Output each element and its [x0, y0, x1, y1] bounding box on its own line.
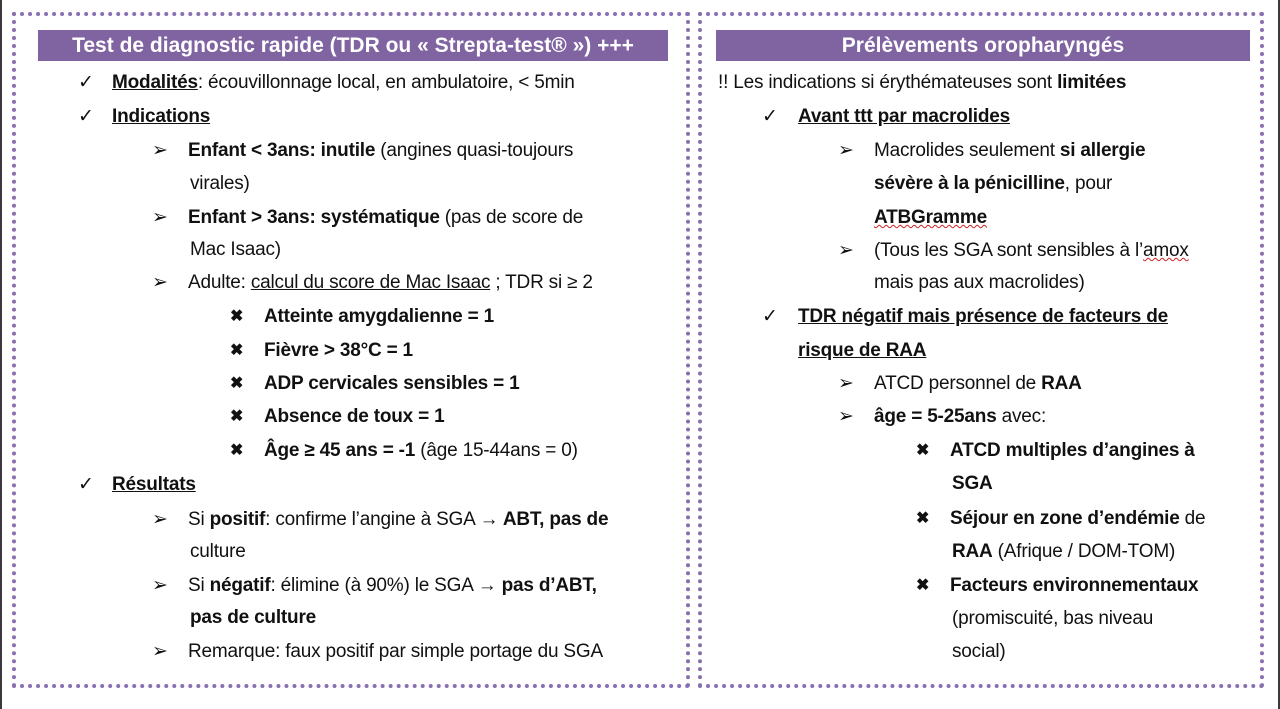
score-item	[264, 334, 413, 367]
macrolides-bold: si allergie	[1059, 140, 1146, 161]
cross-icon: ✖	[230, 442, 244, 459]
arrow-icon: ➢	[152, 641, 168, 662]
check-icon: ✓	[78, 72, 94, 93]
oropharyngeal-panel	[698, 12, 1264, 688]
atcd-text: ATCD personnel de	[874, 373, 1042, 394]
check-icon: ✓	[78, 474, 94, 495]
modalites-text: : écouvillonnage local, en ambulatoire, < 5min	[197, 72, 575, 93]
arrow-icon: ➢	[152, 272, 168, 293]
enfant-plus-line	[188, 201, 583, 234]
rapid-test-header: Test de diagnostic rapide (TDR ou « Strepta-test® ») +++	[38, 30, 668, 61]
positif-pre: Si	[188, 509, 210, 530]
score-item	[264, 400, 444, 433]
cross-icon: ✖	[916, 510, 930, 527]
age-text: avec:	[996, 406, 1047, 427]
risk-item: Facteurs environnementaux	[950, 575, 1199, 596]
remarque-line: Remarque: faux positif par simple portage du SGA	[188, 641, 603, 662]
indications-label: Indications	[112, 106, 211, 127]
macrolides-cont	[874, 167, 1112, 200]
negatif-line	[188, 569, 597, 602]
enfant-moins-bold: Enfant < 3ans: inutile	[188, 140, 376, 161]
macrolides-text: Macrolides seulement	[874, 140, 1060, 161]
score-item	[264, 367, 519, 400]
atbgramme-text: ATBGramme	[874, 207, 987, 228]
tous-sga-text: (Tous les SGA sont sensibles à l’	[874, 240, 1144, 261]
enfant-moins-text: (angines quasi-toujours	[375, 140, 574, 161]
arrow-icon: ➢	[838, 240, 854, 261]
arrow-icon: ➢	[838, 406, 854, 427]
rapid-test-panel	[12, 12, 690, 688]
negatif-cont: pas de culture	[190, 607, 317, 628]
macrolides-text2: , pour	[1064, 173, 1113, 194]
allergie-text: sévère à la pénicilline	[874, 173, 1065, 194]
modalites-line	[112, 66, 575, 99]
arrow-icon: ➢	[152, 575, 168, 596]
arrow-icon: ➢	[152, 140, 168, 161]
intro-text: !! Les indications si érythémateuses sont	[718, 72, 1058, 93]
negatif-bold: négatif	[209, 575, 271, 596]
positif-bold: positif	[209, 509, 266, 530]
cross-icon: ✖	[916, 442, 930, 459]
risk-item: ATCD multiples d’angines à	[950, 440, 1195, 461]
cross-icon: ✖	[230, 408, 244, 425]
check-icon: ✓	[78, 106, 94, 127]
risk-item	[950, 502, 1205, 535]
age-line	[874, 400, 1046, 433]
cross-icon: ✖	[916, 577, 930, 594]
positif-line	[188, 503, 608, 536]
atcd-line	[874, 367, 1082, 400]
score-item-bold: Atteinte amygdalienne = 1	[264, 306, 494, 327]
tous-sga-cont: mais pas aux macrolides)	[874, 272, 1085, 293]
enfant-moins-line	[188, 134, 573, 167]
risk-item-bold: Séjour en zone d’endémie	[950, 508, 1180, 529]
risk-item-cont: (promiscuité, bas niveau	[952, 608, 1154, 629]
atcd-bold: RAA	[1041, 373, 1082, 394]
risk-item-bold: RAA	[952, 541, 993, 562]
positif-text: : confirme l’angine à SGA	[265, 509, 480, 530]
macrolides-line	[874, 134, 1145, 167]
amox-text: amox	[1143, 240, 1189, 261]
score-item-text: (âge 15-44ans = 0)	[415, 440, 578, 461]
cross-icon: ✖	[230, 342, 244, 359]
enfant-plus-bold: Enfant > 3ans: systématique	[188, 207, 440, 228]
enfant-moins-cont: virales)	[190, 173, 250, 194]
risk-item-text: (Afrique / DOM-TOM)	[992, 541, 1176, 562]
score-item-bold: Âge ≥ 45 ans = -1	[264, 440, 416, 461]
enfant-plus-cont: Mac Isaac)	[190, 239, 281, 260]
adulte-pre: Adulte:	[188, 272, 251, 293]
check-icon: ✓	[762, 306, 778, 327]
risk-item-cont	[952, 535, 1175, 568]
arrow-icon: ➢	[152, 207, 168, 228]
adulte-post: ; TDR si ≥ 2	[490, 272, 593, 293]
risk-item-text: de	[1179, 508, 1206, 529]
mac-isaac-score-text: calcul du score de Mac Isaac	[250, 272, 491, 293]
negatif-result: → pas d’ABT,	[477, 575, 597, 596]
negatif-text: : élimine (à 90%) le SGA	[270, 575, 478, 596]
intro-bold: limitées	[1057, 72, 1127, 93]
tdr-negatif-label: TDR négatif mais présence de facteurs de	[798, 306, 1169, 327]
positif-result: → ABT, pas de	[479, 509, 609, 530]
risk-item-cont: SGA	[952, 473, 993, 494]
arrow-icon: ➢	[838, 373, 854, 394]
oropharyngeal-header: Prélèvements oropharyngés	[716, 30, 1250, 61]
intro-line	[718, 66, 1126, 99]
tous-sga-line	[874, 234, 1189, 267]
tdr-negatif-label-cont: risque de RAA	[798, 340, 927, 361]
cross-icon: ✖	[230, 308, 244, 325]
negatif-pre: Si	[188, 575, 210, 596]
enfant-plus-text: (pas de score de	[439, 207, 584, 228]
score-item	[264, 300, 494, 333]
age-bold: âge = 5-25ans	[874, 406, 997, 427]
score-item	[264, 434, 578, 467]
adulte-line	[188, 266, 593, 299]
resultats-label: Résultats	[112, 474, 196, 495]
cross-icon: ✖	[230, 375, 244, 392]
risk-item-cont: social)	[952, 641, 1006, 662]
modalites-label: Modalités	[112, 72, 198, 93]
score-item-bold: Fièvre > 38°C = 1	[264, 340, 413, 361]
score-item-bold: Absence de toux = 1	[264, 406, 445, 427]
check-icon: ✓	[762, 106, 778, 127]
positif-cont: culture	[190, 541, 246, 562]
avant-macrolides-label: Avant ttt par macrolides	[798, 106, 1010, 127]
arrow-icon: ➢	[152, 509, 168, 530]
score-item-bold: ADP cervicales sensibles = 1	[264, 373, 520, 394]
arrow-icon: ➢	[838, 140, 854, 161]
